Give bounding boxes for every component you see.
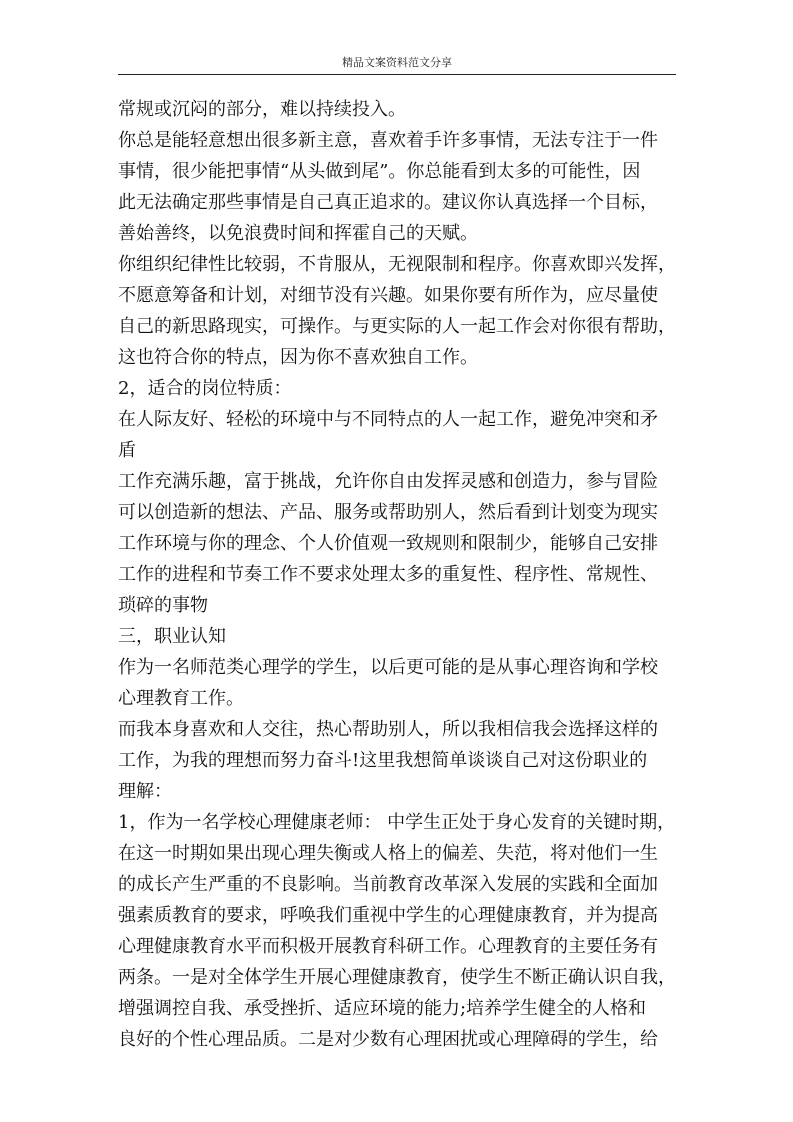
- section-heading: 2，适合的岗位特质：: [118, 378, 292, 399]
- page-header: [118, 52, 676, 75]
- text-line: 善始善终，以免浪费时间和挥霍自己的天赋。: [118, 223, 478, 244]
- document-body: [118, 94, 678, 1055]
- text-line: 的成长产生严重的不良影响。当前教育改革深入发展的实践和全面加: [118, 874, 658, 895]
- header-text: 精品文案资料范文分享: [342, 56, 452, 69]
- text-line: 在这一时期如果出现心理失衡或人格上的偏差、失范，将对他们一生: [118, 843, 658, 864]
- section-heading: 三，职业认知: [118, 626, 226, 647]
- text-line: 事情，很少能把事情“从头做到尾”。你总能看到太多的可能性，因: [118, 161, 641, 182]
- text-line: 两条。一是对全体学生开展心理健康教育，使学生不断正确认识自我，: [118, 967, 676, 988]
- text-line: 心理教育工作。: [118, 688, 244, 709]
- text-line: 工作环境与你的理念、个人价值观一致规则和限制少，能够自己安排: [118, 533, 658, 554]
- text-line: 作为一名师范类心理学的学生，以后更可能的是从事心理咨询和学校: [118, 657, 658, 678]
- text-line: 这也符合你的特点，因为你不喜欢独自工作。: [118, 347, 478, 368]
- text-line: 工作，为我的理想而努力奋斗!这里我想简单谈谈自己对这份职业的: [118, 750, 648, 771]
- text-line: 可以创造新的想法、产品、服务或帮助别人，然后看到计划变为现实: [118, 502, 658, 523]
- text-line: 良好的个性心理品质。二是对少数有心理困扰或心理障碍的学生，给: [118, 1029, 658, 1050]
- text-line: 心理健康教育水平而积极开展教育科研工作。心理教育的主要任务有: [118, 936, 658, 957]
- text-line: 琐碎的事物: [118, 595, 208, 616]
- text-line: 工作的进程和节奏工作不要求处理太多的重复性、程序性、常规性、: [118, 564, 658, 585]
- text-line: 增强调控自我、承受挫折、适应环境的能力;培养学生健全的人格和: [118, 998, 647, 1019]
- text-line: 工作充满乐趣，富于挑战，允许你自由发挥灵感和创造力，参与冒险: [118, 471, 658, 492]
- text-line: 你组织纪律性比较弱，不肯服从，无视限制和程序。你喜欢即兴发挥，: [118, 254, 676, 275]
- text-line: 常规或沉闷的部分，难以持续投入。: [118, 99, 406, 120]
- text-line: 此无法确定那些事情是自己真正追求的。建议你认真选择一个目标，: [118, 192, 658, 213]
- text-line: 强素质教育的要求，呼唤我们重视中学生的心理健康教育，并为提高: [118, 905, 658, 926]
- text-line: 理解：: [118, 781, 172, 802]
- text-line: 不愿意筹备和计划，对细节没有兴趣。如果你要有所作为，应尽量使: [118, 285, 658, 306]
- text-line: 你总是能轻意想出很多新主意，喜欢着手许多事情，无法专注于一件: [118, 130, 658, 151]
- text-line: 1，作为一名学校心理健康老师： 中学生正处于身心发育的关键时期，: [118, 812, 676, 833]
- text-line: 自己的新思路现实，可操作。与更实际的人一起工作会对你很有帮助，: [118, 316, 676, 337]
- text-line: 在人际友好、轻松的环境中与不同特点的人一起工作，避免冲突和矛: [118, 409, 658, 430]
- text-line: 而我本身喜欢和人交往，热心帮助别人，所以我相信我会选择这样的: [118, 719, 658, 740]
- text-line: 盾: [118, 440, 136, 461]
